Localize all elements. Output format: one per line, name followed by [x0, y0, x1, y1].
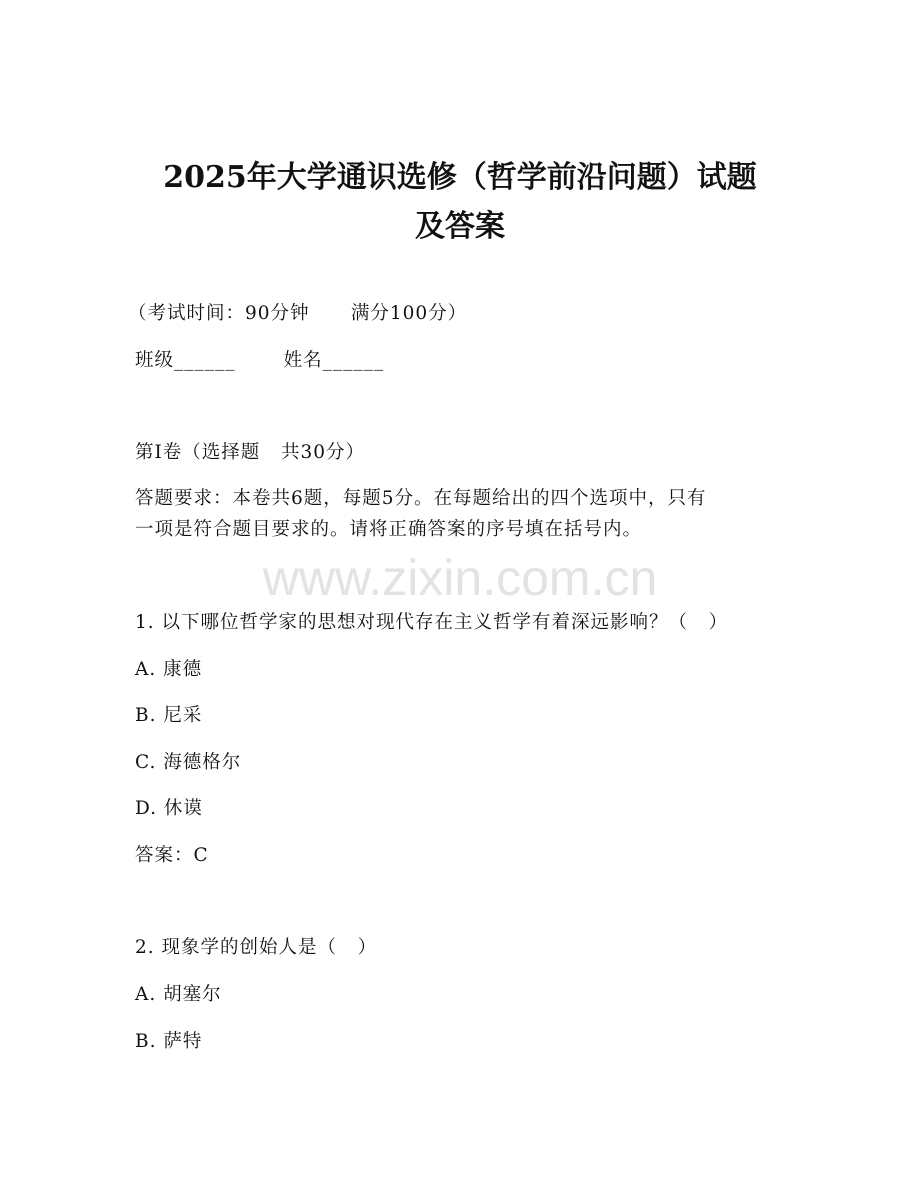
document-title-line1: 2025年大学通识选修（哲学前沿问题）试题: [163, 160, 757, 195]
document-title-line2: 及答案: [415, 209, 505, 244]
question-1-option-b: B. 尼采: [135, 705, 203, 726]
instructions-line2: 一项是符合题目要求的。请将正确答案的序号填在括号内。: [135, 519, 643, 540]
student-fields: 班级______ 姓名______: [135, 350, 385, 371]
question-1-option-d: D. 休谟: [135, 798, 203, 819]
question-2-stem: 2. 现象学的创始人是（ ）: [135, 937, 378, 958]
question-1-option-a: A. 康德: [135, 659, 203, 680]
question-2-option-a: A. 胡塞尔: [135, 984, 222, 1005]
watermark: www.zixin.com.cn: [262, 550, 658, 606]
question-2-option-b: B. 萨特: [135, 1031, 203, 1052]
question-1-answer: 答案：C: [135, 845, 209, 866]
question-1-option-c: C. 海德格尔: [135, 752, 242, 773]
question-1-stem: 1. 以下哪位哲学家的思想对现代存在主义哲学有着深远影响？（ ）: [135, 612, 729, 633]
instructions-line1: 答题要求：本卷共6题，每题5分。在每题给出的四个选项中，只有: [135, 488, 707, 509]
exam-info: （考试时间：90分钟 满分100分）: [128, 303, 468, 324]
section-title: 第Ⅰ卷（选择题 共30分）: [135, 442, 365, 463]
